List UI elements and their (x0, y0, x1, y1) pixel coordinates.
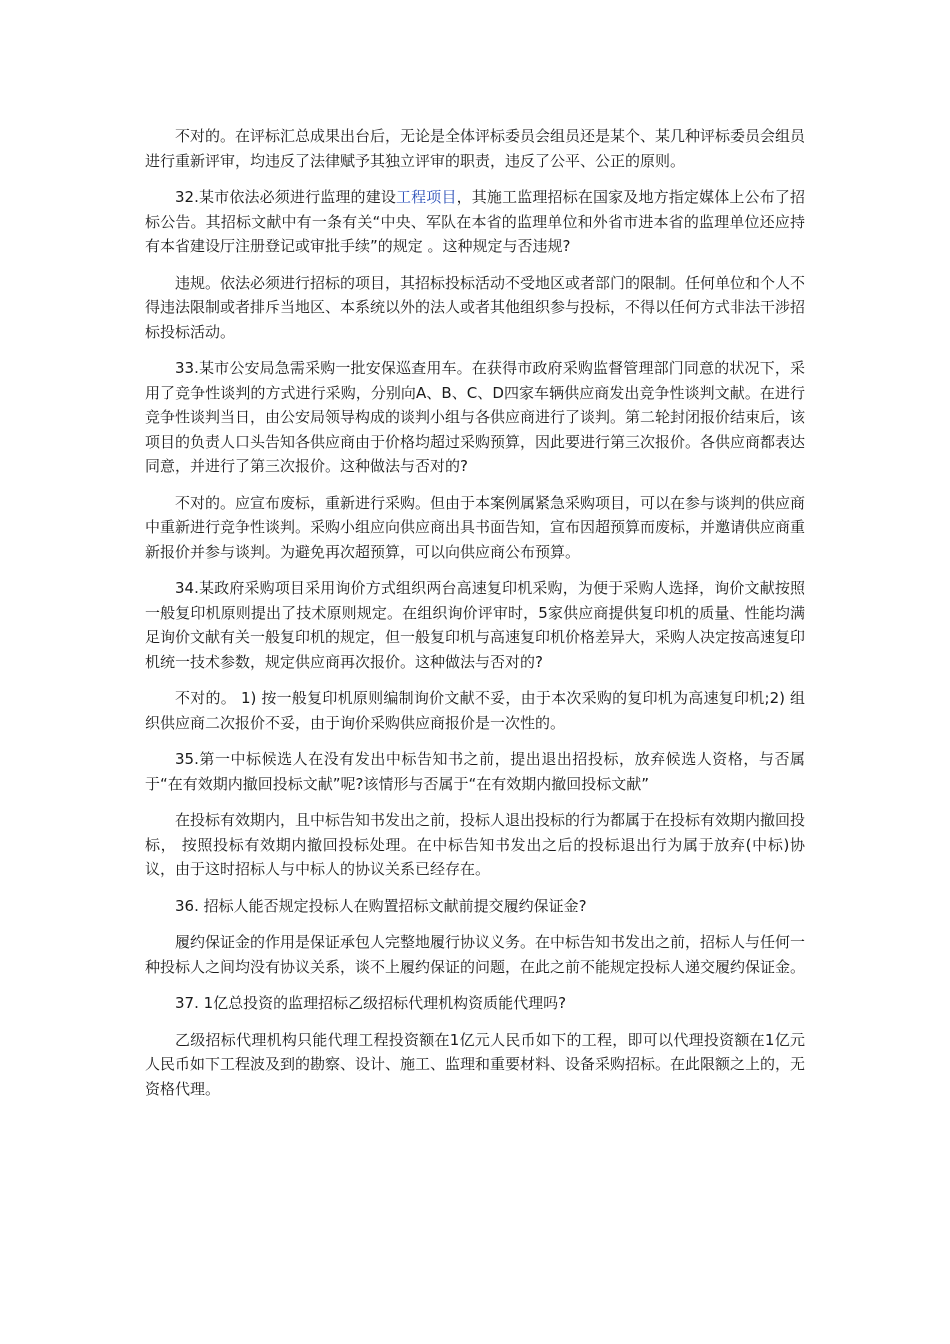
question-32-text-start: 32.某市依法必须进行监理的建设 (175, 188, 396, 206)
document-page (145, 124, 805, 1113)
answer-31-paragraph: 不对的。在评标汇总成果出台后，无论是全体评标委员会组员还是某个、某几种评标委员会组员进行重新评审，均违反了法律赋予其独立评审的职责，违反了公平、公正的原则。 (145, 127, 806, 170)
question-34-paragraph: 34.某政府采购项目采用询价方式组织两台高速复印机采购，为便于采购人选择，询价文献按照一般复印机原则提出了技术原则规定。在组织询价评审时，5家供应商提供复印机的质量、性能均满足询价文献有关一般复印机的规定，但一般复印机与高速复印机价格差异大，采购人决定按高速复印机统一技术参数，规定供应商再次报价。这种做法与否对的? (145, 579, 806, 671)
question-35-paragraph: 35.第一中标候选人在没有发出中标告知书之前，提出退出招投标，放弃候选人资格，与否属于“在有效期内撤回投标文献”呢?该情形与否属于“在有效期内撤回投标文献” (145, 750, 805, 793)
answer-35-paragraph: 在投标有效期内，且中标告知书发出之前，投标人退出投标的行为都属于在投标有效期内撤回投标， 按照投标有效期内撤回投标处理。在中标告知书发出之后的投标退出行为属于放弃(中标)协议，由于这时招标人与中标人的协议关系已经存在。 (145, 811, 806, 878)
answer-33-paragraph: 不对的。应宣布废标，重新进行采购。但由于本案例属紧急采购项目，可以在参与谈判的供应商中重新进行竞争性谈判。采购小组应向供应商出具书面告知，宣布因超预算而废标，并邀请供应商重新报价并参与谈判。为避免再次超预算，可以向供应商公布预算。 (145, 493, 806, 561)
question-32-text-end: ，其施工监理招标在国家及地方指定媒体上公布了招标公告。其招标文献中有一条有关“中央、军队在本省的监理单位和外省市进本省的监理单位还应持有本省建设厅注册登记或审批手续”的规定 。这种规定与否违规? (145, 188, 805, 255)
question-32-paragraph (145, 185, 805, 259)
answer-37-paragraph: 乙级招标代理机构只能代理工程投资额在1亿元人民币如下的工程，即可以代理投资额在1亿元人民币如下工程波及到的勘察、设计、施工、监理和重要材料、设备采购招标。在此限额之上的，无资格代理。 (145, 1030, 806, 1098)
answer-32-paragraph: 违规。依法必须进行招标的项目，其招标投标活动不受地区或者部门的限制。任何单位和个人不得违法限制或者排斥当地区、本系统以外的法人或者其他组织参与投标，不得以任何方式非法干涉招标投标活动。 (145, 273, 806, 341)
answer-36-paragraph: 履约保证金的作用是保证承包人完整地履行协议义务。在中标告知书发出之前，招标人与任何一种投标人之间均没有协议关系，谈不上履约保证的问题，在此之前不能规定投标人递交履约保证金。 (145, 933, 806, 976)
question-33-paragraph: 33.某市公安局急需采购一批安保巡查用车。在获得市政府采购监督管理部门同意的状况下，采用了竞争性谈判的方式进行采购，分别向A、B、C、D四家车辆供应商发出竞争性谈判文献。在进行竞争性谈判当日，由公安局领导构成的谈判小组与各供应商进行了谈判。第二轮封闭报价结束后，该项目的负责人口头告知各供应商由于价格均超过采购预算，因此要进行第三次报价。各供应商都表达同意，并进行了第三次报价。这种做法与否对的? (145, 359, 806, 475)
engineering-project-link[interactable]: 工程项目 (396, 188, 457, 206)
answer-34-paragraph: 不对的。 1) 按一般复印机原则编制询价文献不妥，由于本次采购的复印机为高速复印机;2) 组织供应商二次报价不妥，由于询价采购供应商报价是一次性的。 (145, 689, 805, 732)
question-36-paragraph: 36. 招标人能否规定投标人在购置招标文献前提交履约保证金? (175, 896, 587, 915)
question-37-paragraph: 37. 1亿总投资的监理招标乙级招标代理机构资质能代理吗? (175, 994, 567, 1012)
